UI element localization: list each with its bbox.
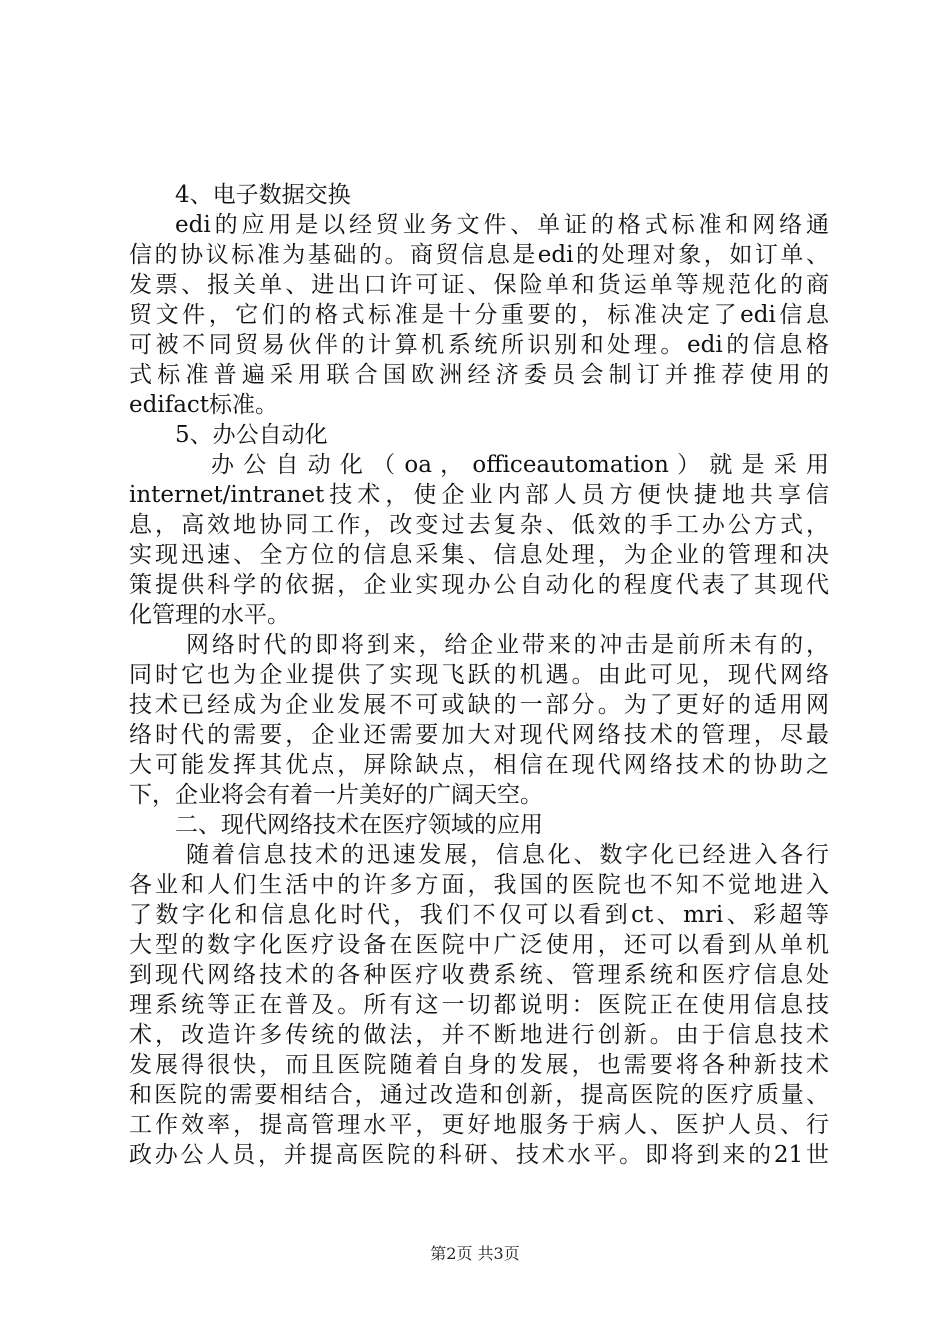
paragraph-line: 信的协议标准为基础的。商贸信息是edi的处理对象，如订单、 xyxy=(129,242,829,268)
heading-edi: 4、电子数据交换 xyxy=(175,182,351,208)
paragraph-line: 络时代的需要，企业还需要加大对现代网络技术的管理，尽最 xyxy=(129,722,829,748)
paragraph-line: 各业和人们生活中的许多方面，我国的医院也不知不觉地进入 xyxy=(129,872,829,898)
paragraph-line: 网络时代的即将到来，给企业带来的冲击是前所未有的， xyxy=(186,632,829,658)
document-body xyxy=(129,180,829,1170)
paragraph-line: 技术已经成为企业发展不可或缺的一部分。为了更好的适用网 xyxy=(129,692,829,718)
paragraph-line: 和医院的需要相结合，通过改造和创新，提高医院的医疗质量、 xyxy=(129,1082,829,1108)
paragraph-line: 发展得很快，而且医院随着自身的发展，也需要将各种新技术 xyxy=(129,1052,829,1078)
paragraph-line: 术，改造许多传统的做法，并不断地进行创新。由于信息技术 xyxy=(129,1022,829,1048)
paragraph-line: 到现代网络技术的各种医疗收费系统、管理系统和医疗信息处 xyxy=(129,962,829,988)
paragraph-line: 策提供科学的依据，企业实现办公自动化的程度代表了其现代 xyxy=(129,572,829,598)
paragraph-line: 下，企业将会有着一片美好的广阔天空。 xyxy=(129,782,543,808)
paragraph-line: 随着信息技术的迅速发展，信息化、数字化已经进入各行 xyxy=(186,842,829,868)
paragraph-line: 了数字化和信息化时代，我们不仅可以看到ct、mri、彩超等 xyxy=(129,902,829,928)
paragraph-line: 可被不同贸易伙伴的计算机系统所识别和处理。edi的信息格 xyxy=(129,332,829,358)
page-number-footer: 第2页 共3页 xyxy=(430,1244,520,1263)
paragraph-line: 式标准普遍采用联合国欧洲经济委员会制订并推荐使用的 xyxy=(129,362,829,388)
paragraph-line: 大型的数字化医疗设备在医院中广泛使用，还可以看到从单机 xyxy=(129,932,829,958)
heading-medical-application: 二、现代网络技术在医疗领域的应用 xyxy=(175,812,543,838)
paragraph-line: 实现迅速、全方位的信息采集、信息处理，为企业的管理和决 xyxy=(129,542,829,568)
paragraph-line: edi的应用是以经贸业务文件、单证的格式标准和网络通 xyxy=(175,212,829,238)
paragraph-line: 同时它也为企业提供了实现飞跃的机遇。由此可见，现代网络 xyxy=(129,662,829,688)
paragraph-line: 贸文件，它们的格式标准是十分重要的，标准决定了edi信息 xyxy=(129,302,829,328)
paragraph-line: 理系统等正在普及。所有这一切都说明：医院正在使用信息技 xyxy=(129,992,829,1018)
heading-office-automation: 5、办公自动化 xyxy=(175,422,328,448)
paragraph-line: 大可能发挥其优点，屏除缺点，相信在现代网络技术的协助之 xyxy=(129,752,829,778)
paragraph-line: 发票、报关单、进出口许可证、保险单和货运单等规范化的商 xyxy=(129,272,829,298)
paragraph-line: 办 公 自 动 化 （ oa ， officeautomation ） 就 是 采 用 xyxy=(211,452,829,478)
paragraph-line: 化管理的水平。 xyxy=(129,602,290,628)
paragraph-line: 政办公人员，并提高医院的科研、技术水平。即将到来的21世 xyxy=(129,1142,829,1168)
paragraph-line: internet/intranet技术，使企业内部人员方便快捷地共享信 xyxy=(129,482,829,508)
paragraph-line: 工作效率，提高管理水平，更好地服务于病人、医护人员、行 xyxy=(129,1112,829,1138)
paragraph-line: 息，高效地协同工作，改变过去复杂、低效的手工办公方式， xyxy=(129,512,829,538)
paragraph-line: edifact标准。 xyxy=(129,392,279,418)
